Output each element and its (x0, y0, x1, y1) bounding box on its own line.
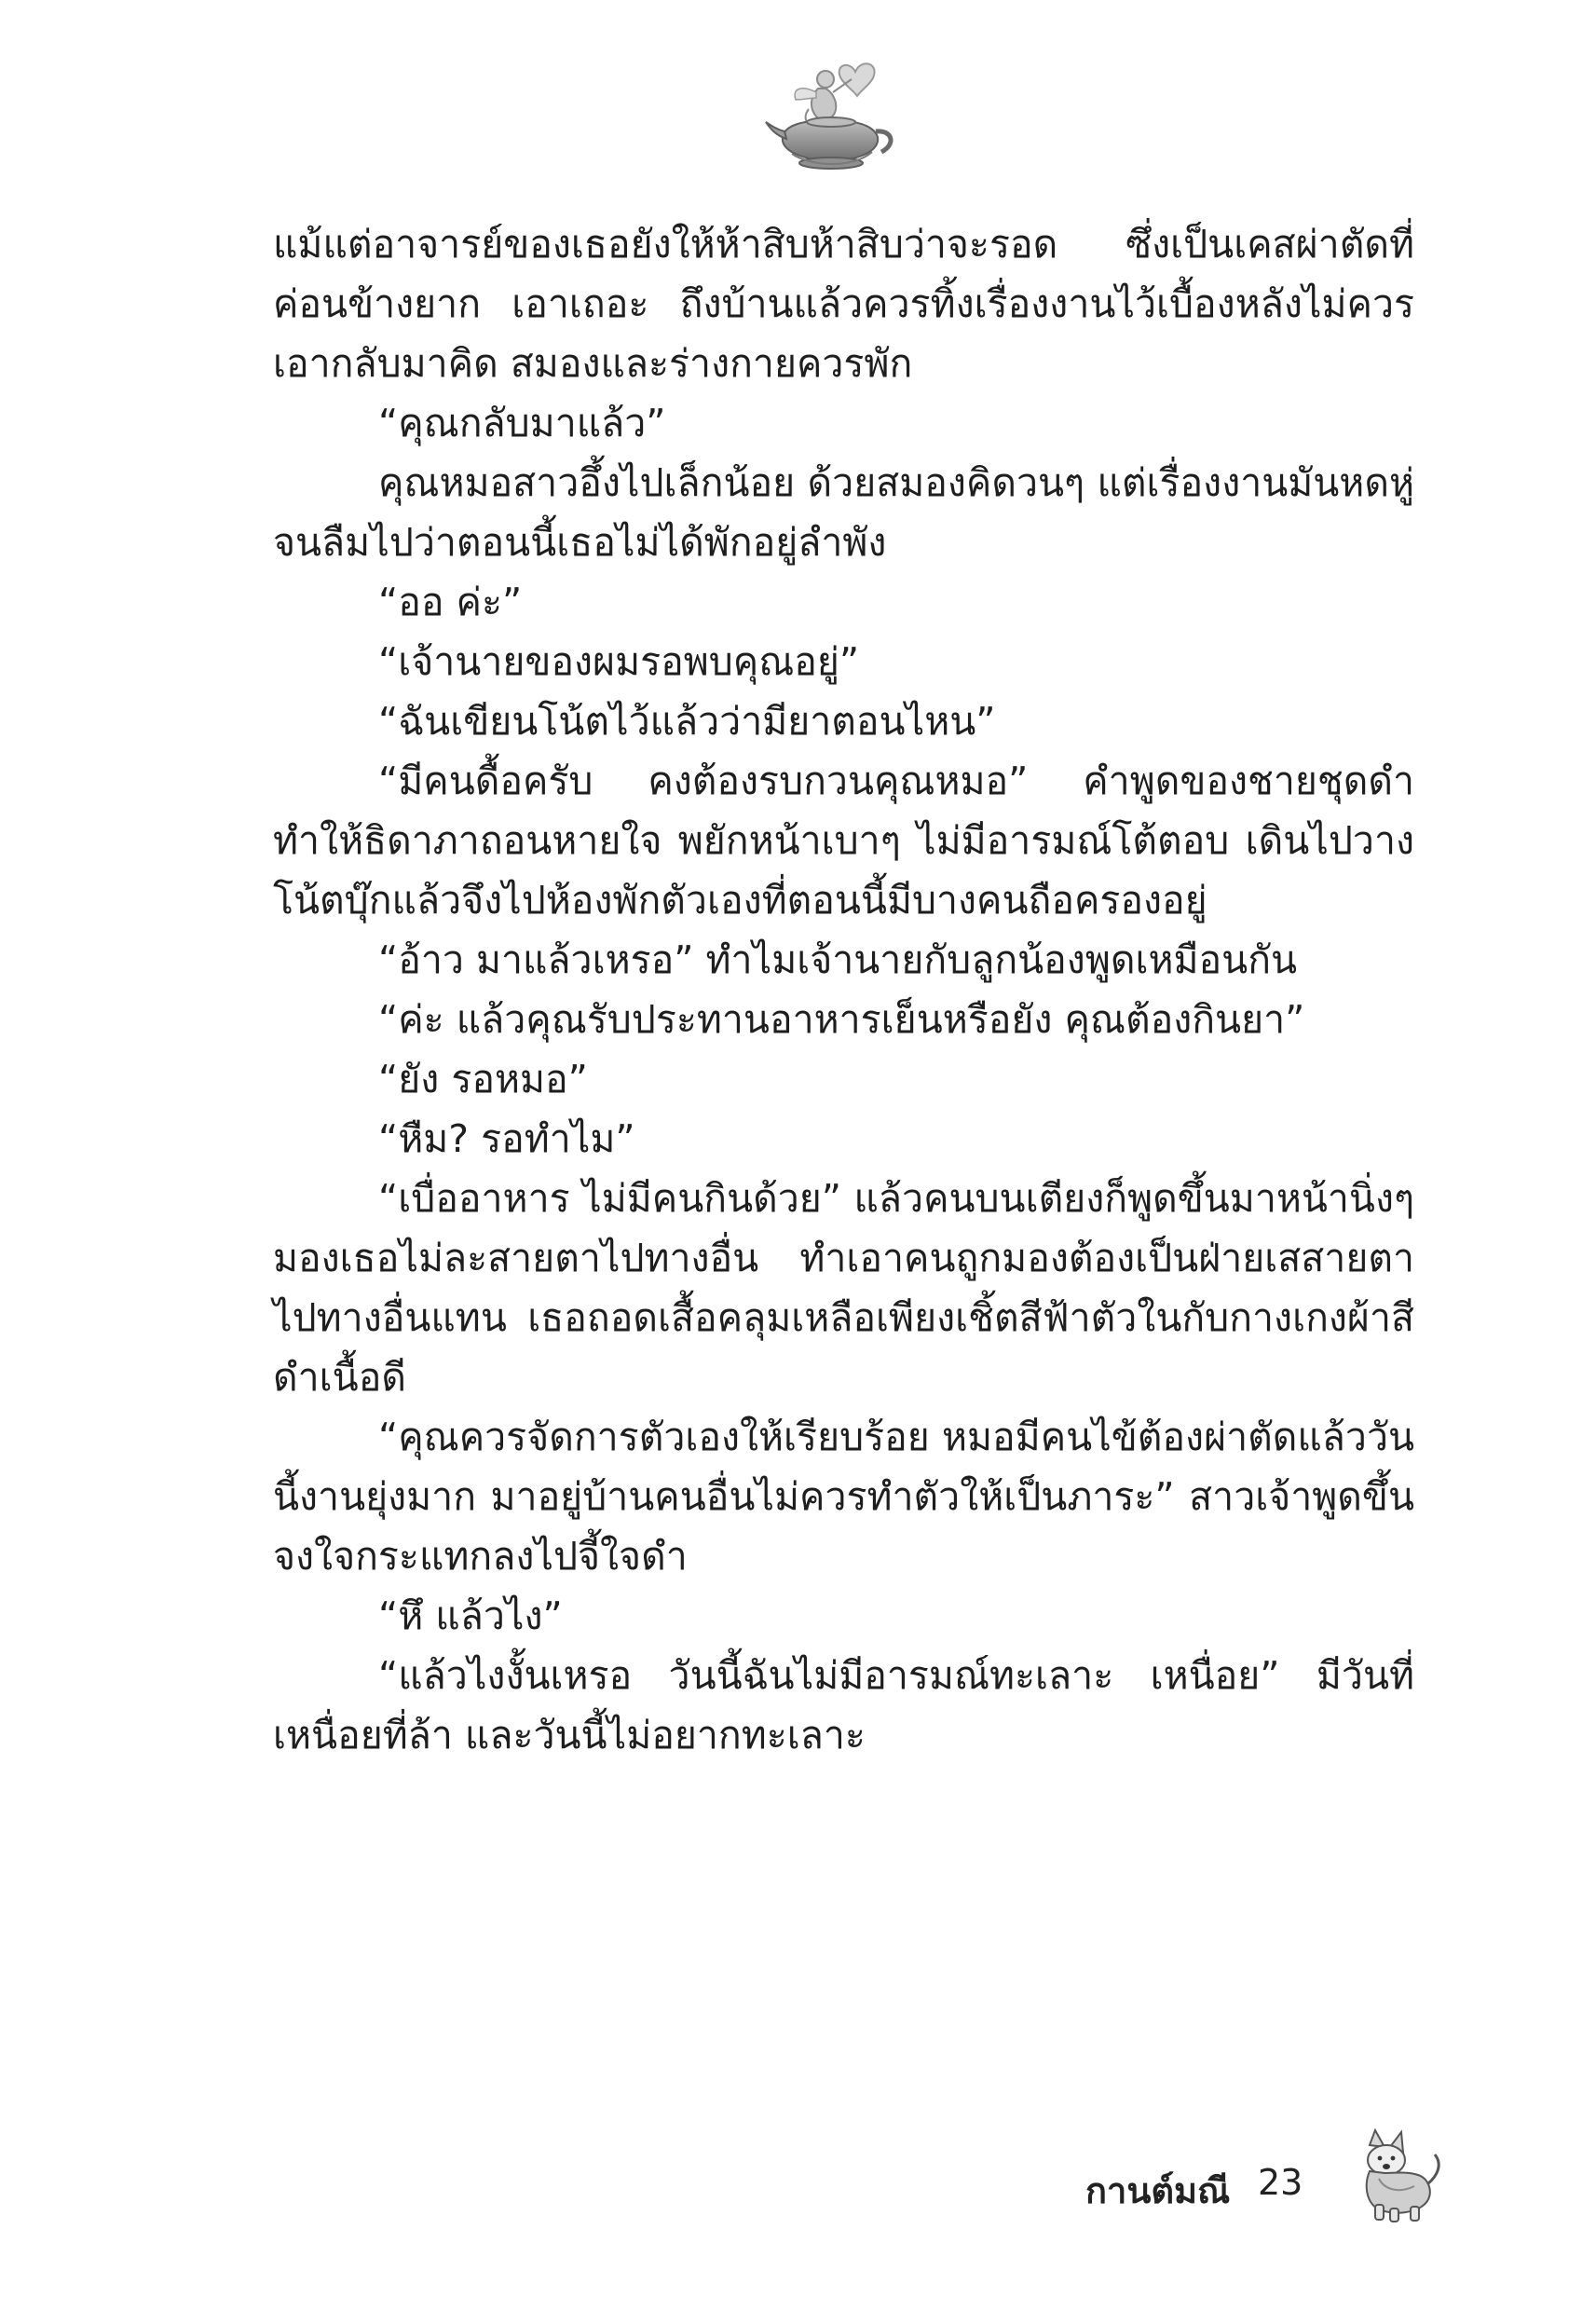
paragraph: “มีคนดื้อครับ คงต้องรบกวนคุณหมอ” คำพูดของชายชุดดำทำให้ธิดาภาถอนหายใจ พยักหน้าเบาๆ ไม่มีอารมณ์โต้ตอบ เดินไปวางโน้ตบุ๊กแล้วจึงไปห้องพักตัวเองที่ตอนนี้มีบางคนถือครองอยู่ (273, 759, 1414, 923)
paragraph: “ยัง รอหมอ” (378, 1057, 588, 1101)
paragraph: “ออ ค่ะ” (378, 580, 523, 624)
paragraph: แม้แต่อาจารย์ของเธอยังให้ห้าสิบห้าสิบว่าจะรอด ซึ่งเป็นเคสผ่าตัดที่ค่อนข้างยาก เอาเถอะ ถึงบ้านแล้วควรทิ้งเรื่องงานไว้เบื้องหลังไม่ควรเอากลับมาคิด สมองและร่างกายควรพัก (273, 222, 1414, 386)
teapot-cupid-ornament-icon (764, 51, 904, 177)
paragraph: “หึ แล้วไง” (378, 1593, 563, 1638)
book-title: กานต์มณี (1085, 2170, 1231, 2211)
corgi-dog-icon (1342, 2126, 1444, 2229)
body-text (273, 214, 1414, 1765)
page-footer (1062, 2126, 1472, 2238)
paragraph: “ฉันเขียนโน้ตไว้แล้วว่ามียาตอนไหน” (378, 699, 996, 744)
paragraph: “อ้าว มาแล้วเหรอ” ทำไมเจ้านายกับลูกน้องพูดเหมือนกัน (378, 937, 1298, 982)
paragraph: คุณหมอสาวอึ้งไปเล็กน้อย ด้วยสมองคิดวนๆ แต่เรื่องงานมันหดหู่จนลืมไปว่าตอนนี้เธอไม่ได้พักอยู่ลำพัง (273, 460, 1414, 565)
page-number: 23 (1258, 2162, 1303, 2203)
paragraph: “คุณกลับมาแล้ว” (378, 401, 666, 445)
paragraph: “หืม? รอทำไม” (378, 1116, 635, 1161)
paragraph: “เบื่ออาหาร ไม่มีคนกินด้วย” แล้วคนบนเตียงก็พูดขึ้นมาหน้านิ่งๆ มองเธอไม่ละสายตาไปทางอื่น ทำเอาคนถูกมองต้องเป็นฝ่ายเสสายตาไปทางอื่นแทน เธอถอดเสื้อคลุมเหลือเพียงเชิ้ตสีฟ้าตัวในกับกางเกงผ้าสีดำเนื้อดี (273, 1176, 1414, 1400)
paragraph: “เจ้านายของผมรอพบคุณอยู่” (378, 639, 860, 684)
paragraph: “คุณควรจัดการตัวเองให้เรียบร้อย หมอมีคนไข้ต้องผ่าตัดแล้ววันนี้งานยุ่งมาก มาอยู่บ้านคนอื่นไม่ควรทำตัวให้เป็นภาระ” สาวเจ้าพูดขึ้นจงใจกระแทกลงไปจี้ใจดำ (273, 1415, 1414, 1579)
paragraph: “ค่ะ แล้วคุณรับประทานอาหารเย็นหรือยัง คุณต้องกินยา” (378, 997, 1305, 1042)
paragraph: “แล้วไงงั้นเหรอ วันนี้ฉันไม่มีอารมณ์ทะเลาะ เหนื่อย” มีวันที่เหนื่อยที่ล้า และวันนี้ไม่อยากทะเลาะ (273, 1653, 1414, 1757)
